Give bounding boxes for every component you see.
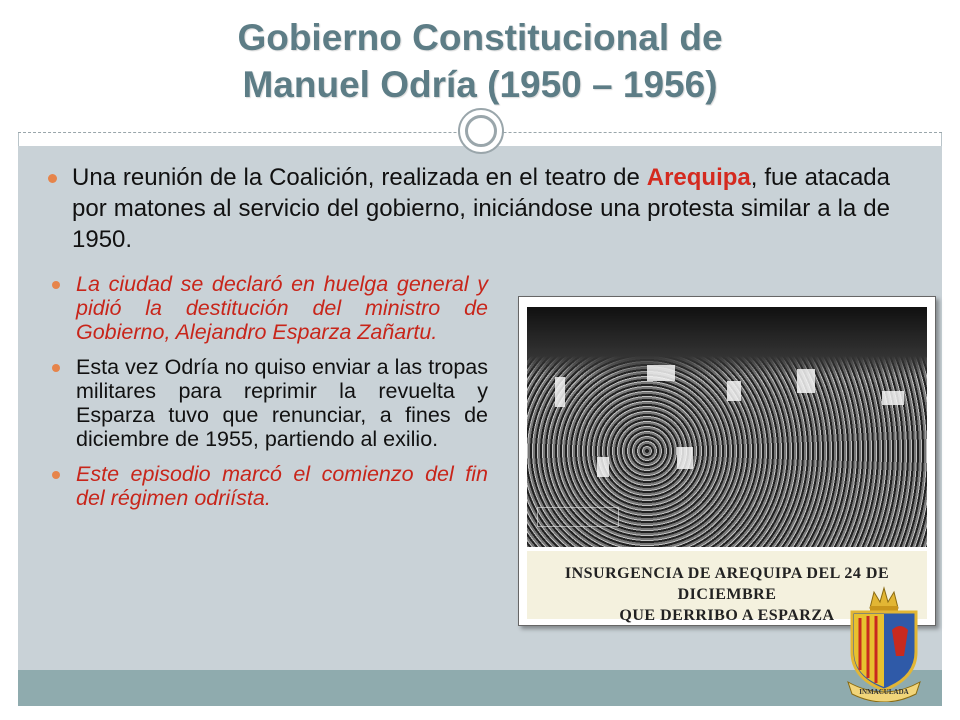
main-bullet-text	[72, 162, 890, 255]
title-line-2: Manuel Odría (1950 – 1956)	[242, 64, 718, 105]
photo-caption-line-1: INSURGENCIA DE AREQUIPA DEL 24 DE DICIEMBRE	[564, 565, 890, 603]
crowd-photo	[527, 307, 927, 547]
sub-bullet-item	[52, 355, 488, 451]
main-bullet-part2: , fue atacada por matones al servicio del gobierno, iniciándose una protesta similar a la de 1950.	[72, 164, 890, 253]
bottom-band	[18, 670, 942, 706]
school-crest-icon	[846, 586, 922, 702]
sub-bullet-text: Este episodio marcó el comienzo del fin del régimen odriísta.	[76, 462, 488, 510]
main-bullet-highlight: Arequipa	[646, 164, 751, 191]
crown-icon	[870, 588, 898, 611]
bullet-dot-icon	[52, 281, 60, 289]
title-line-1: Gobierno Constitucional de	[237, 17, 723, 58]
main-bullet	[48, 162, 890, 255]
bullet-dot-icon	[52, 471, 60, 479]
bullet-dot-icon	[48, 174, 57, 183]
main-bullet-part1: Una reunión de la Coalición, realizada en el teatro de	[72, 164, 647, 191]
photo-frame	[518, 296, 936, 626]
photo-stamp	[537, 507, 619, 527]
photo-background	[527, 307, 927, 377]
crest-banner-text: INMACULADA	[859, 688, 909, 696]
sub-bullet-text: La ciudad se declaró en huelga general y pidió la destitución del ministro de Gobierno, Alejandro Esparza Zañartu.	[76, 272, 488, 344]
slide-title	[18, 14, 942, 108]
sub-bullet-text: Esta vez Odría no quiso enviar a las tropas militares para reprimir la revuelta y Esparza tuvo que renunciar, a fines de diciembre de 1955, partiendo al exilio.	[76, 355, 488, 451]
sub-bullet-item	[52, 272, 488, 344]
sub-bullet-list	[52, 272, 488, 521]
circle-ornament-icon	[458, 108, 504, 154]
sub-bullet-item	[52, 462, 488, 510]
circle-ornament-inner	[465, 115, 497, 147]
bullet-dot-icon	[52, 364, 60, 372]
photo-caption-line-2: QUE DERRIBO A ESPARZA	[619, 607, 835, 624]
